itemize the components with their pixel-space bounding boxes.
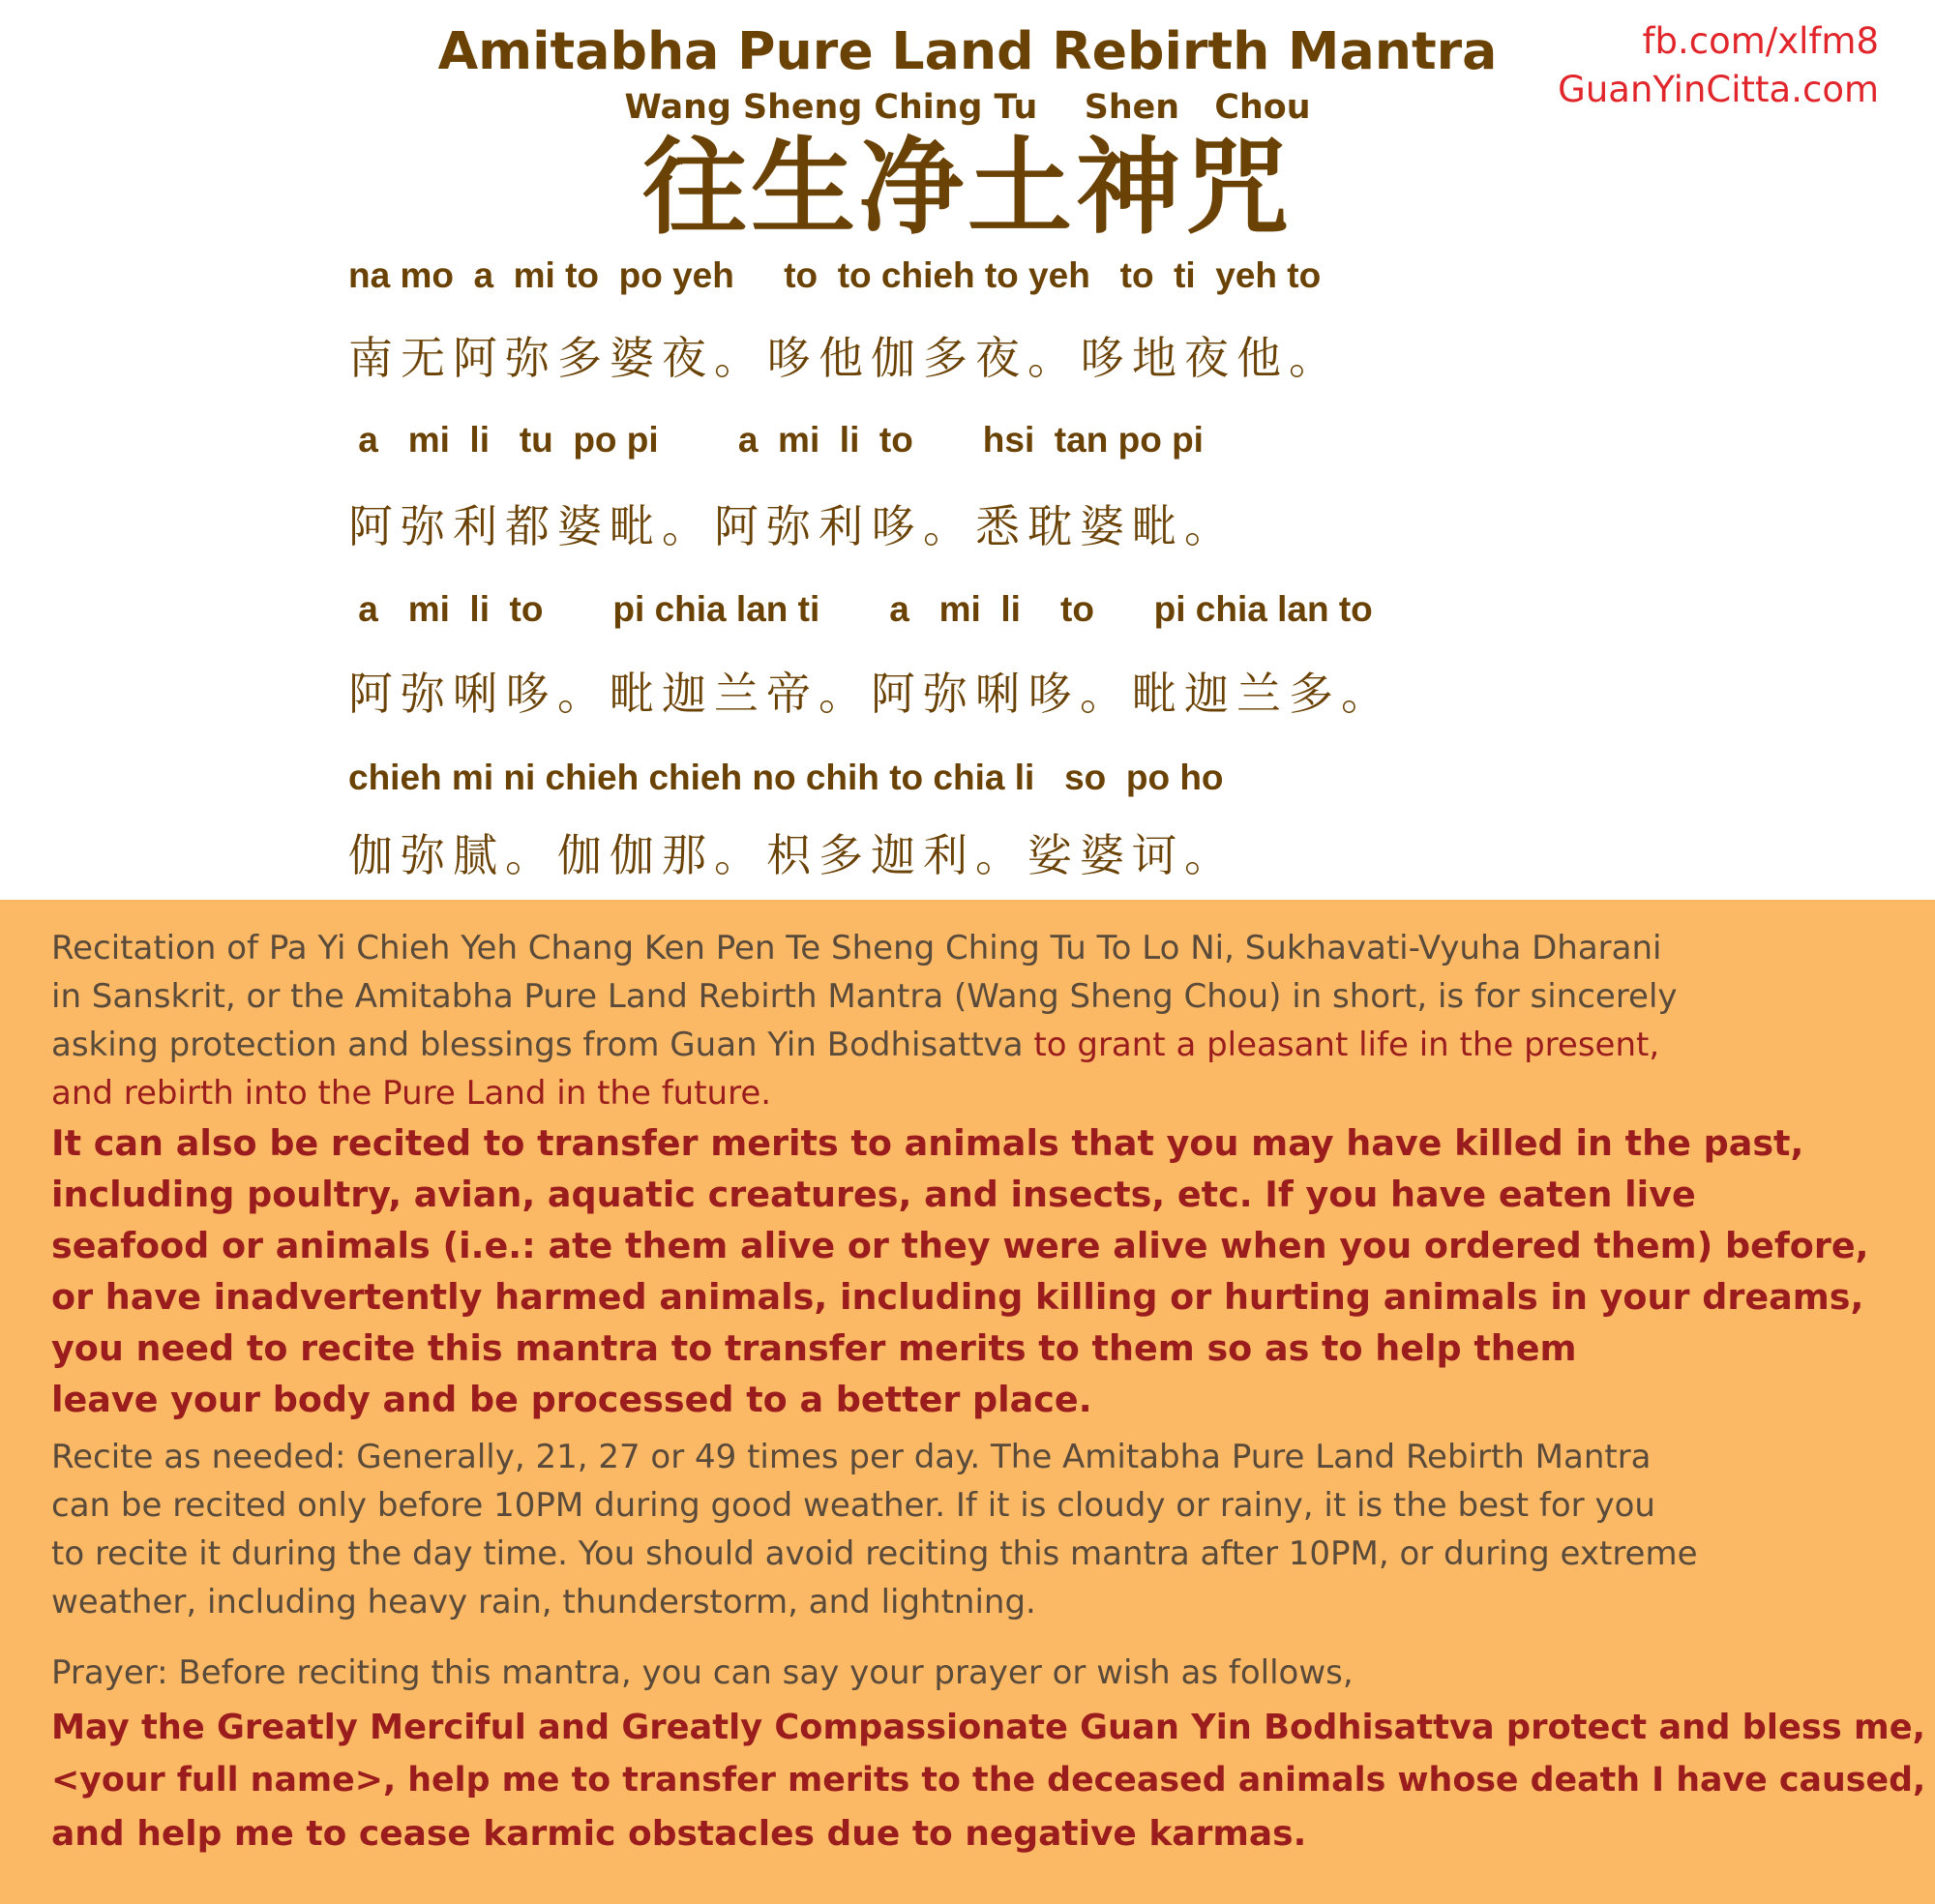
- prayer-line: May the Greatly Merciful and Greatly Compassionate Guan Yin Bodhisattva protect and bless me,: [51, 1708, 1925, 1747]
- intro-line-highlight: and rebirth into the Pure Land in the future.: [51, 1074, 772, 1113]
- mantra-pinyin-line: na mo a mi to po yeh to to chieh to yeh to ti yeh to: [348, 255, 1322, 295]
- prayer-line: and help me to cease karmic obstacles due to negative karmas.: [51, 1814, 1307, 1854]
- merits-line: or have inadvertently harmed animals, including killing or hurting animals in your dreams,: [51, 1276, 1864, 1318]
- merits-line: leave your body and be processed to a better place.: [51, 1379, 1092, 1420]
- intro-line-normal: asking protection and blessings from Guan Yin Bodhisattva: [51, 1026, 1034, 1064]
- intro-line: in Sanskrit, or the Amitabha Pure Land Rebirth Mantra (Wang Sheng Chou) in short, is for sincerely: [51, 977, 1678, 1016]
- recite-line: Recite as needed: Generally, 21, 27 or 49 times per day. The Amitabha Pure Land Rebirth Mantra: [51, 1438, 1652, 1476]
- merits-line: It can also be recited to transfer merits to animals that you may have killed in the past,: [51, 1122, 1804, 1164]
- mantra-pinyin-line: a mi li tu po pi a mi li to hsi tan po pi: [348, 420, 1204, 460]
- merits-paragraph: [51, 1117, 1899, 1425]
- merits-line: including poultry, avian, aquatic creatures, and insects, etc. If you have eaten live: [51, 1174, 1696, 1215]
- mantra-pinyin-line: a mi li to pi chia lan ti a mi li to pi chia lan to: [348, 589, 1373, 629]
- intro-line: Recitation of Pa Yi Chieh Yeh Chang Ken Pen Te Sheng Ching Tu To Lo Ni, Sukhavati-Vyuha Dharani: [51, 929, 1662, 967]
- mantra-hanzi-line: 南无阿弥多婆夜。哆他伽多夜。哆地夜他。: [348, 332, 1341, 384]
- prayer-line: <your full name>, help me to transfer merits to the deceased animals whose death I have caused,: [51, 1761, 1926, 1800]
- prayer-intro-line: Prayer: Before reciting this mantra, you can say your prayer or wish as follows,: [51, 1653, 1354, 1692]
- intro-line: [51, 1021, 1899, 1069]
- page-subtitle: Wang Sheng Ching Tu Shen Chou: [624, 88, 1311, 127]
- mantra-hanzi-line: 阿弥利都婆毗。阿弥利哆。悉耽婆毗。: [348, 500, 1236, 552]
- prayer-intro: [51, 1649, 1899, 1697]
- mantra-hanzi-line: 伽弥腻。伽伽那。枳多迦利。娑婆诃。: [348, 829, 1236, 881]
- merits-line: seafood or animals (i.e.: ate them alive or they were alive when you ordered them) before,: [51, 1225, 1869, 1266]
- recite-line: to recite it during the day time. You should avoid reciting this mantra after 10PM, or during extreme: [51, 1534, 1698, 1573]
- intro-paragraph: [51, 924, 1899, 1117]
- prayer-paragraph: [51, 1701, 1926, 1860]
- chinese-title: 往生净土神咒: [641, 128, 1293, 249]
- facebook-link: fb.com/xlfm8: [1642, 20, 1879, 62]
- intro-line-highlight: to grant a pleasant life in the present,: [1033, 1026, 1660, 1064]
- mantra-hanzi-line: 阿弥唎哆。毗迦兰帝。阿弥唎哆。毗迦兰多。: [348, 668, 1393, 720]
- recite-paragraph: [51, 1433, 1899, 1626]
- merits-line: you need to recite this mantra to transfer merits to them so as to help them: [51, 1327, 1577, 1369]
- website-link: GuanYinCitta.com: [1558, 69, 1879, 110]
- recite-line: can be recited only before 10PM during good weather. If it is cloudy or rainy, it is the best for you: [51, 1486, 1655, 1525]
- page-title: Amitabha Pure Land Rebirth Mantra: [437, 20, 1498, 81]
- mantra-pinyin-line: chieh mi ni chieh chieh no chih to chia li so po ho: [348, 758, 1224, 797]
- recite-line: weather, including heavy rain, thunderstorm, and lightning.: [51, 1583, 1036, 1621]
